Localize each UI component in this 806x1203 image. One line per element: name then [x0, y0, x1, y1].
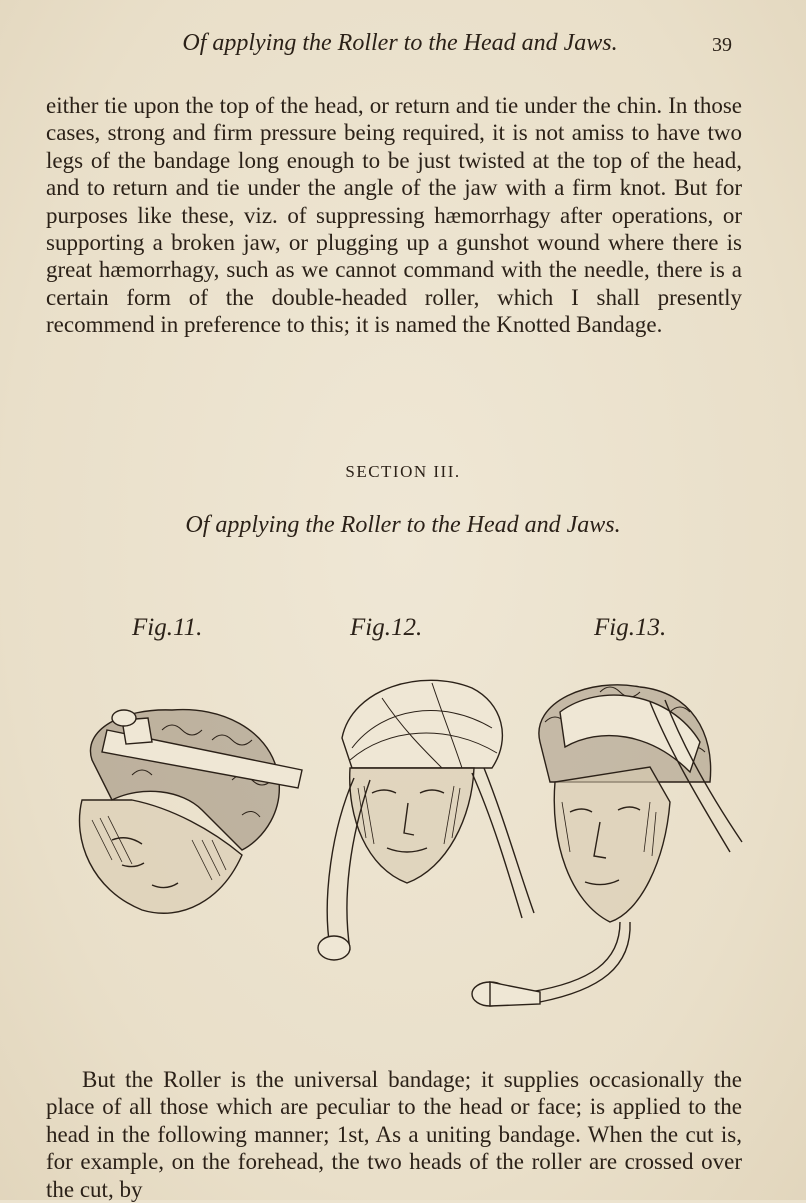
- section-title: Of applying the Roller to the Head and Jaws.: [185, 512, 621, 538]
- figure-13-label: Fig.13.: [594, 614, 667, 641]
- paragraph-2: But the Roller is the universal bandage; it supplies occasionally the place of all those which are peculiar to the head or face; is applied to the head in the following manner; 1st, As a uniting bandage. When the cut is, for example, on the forehead, the two heads of the roller are crossed over the cut, by: [46, 1067, 742, 1202]
- figure-11-label: Fig.11.: [132, 614, 203, 641]
- paragraph-1: either tie upon the top of the head, or return and tie under the chin. In those cases, strong and firm pressure being required, it is not amiss to have two legs of the bandage long enough to be just twisted at the top of the head, and to return and tie under the angle of the jaw with a firm knot. But for purposes like these, viz. of suppressing hæmorrhagy after operations, or supporting a broken jaw, or plugging up a gunshot wound where there is great hæmorrhagy, such as we cannot command with the needle, there is a certain form of the double-headed roller, which I shall presently recommend in preference to this; it is named the Knotted Bandage.: [46, 93, 742, 338]
- bandaged-head-profile-icon: [52, 690, 312, 930]
- section-label: SECTION III.: [345, 462, 461, 481]
- running-head: Of applying the Roller to the Head and Jaws.: [182, 30, 618, 56]
- page-number: 39: [712, 34, 732, 56]
- figure-12-label: Fig.12.: [350, 614, 423, 641]
- bandaged-head-three-quarter-icon: [470, 672, 750, 1024]
